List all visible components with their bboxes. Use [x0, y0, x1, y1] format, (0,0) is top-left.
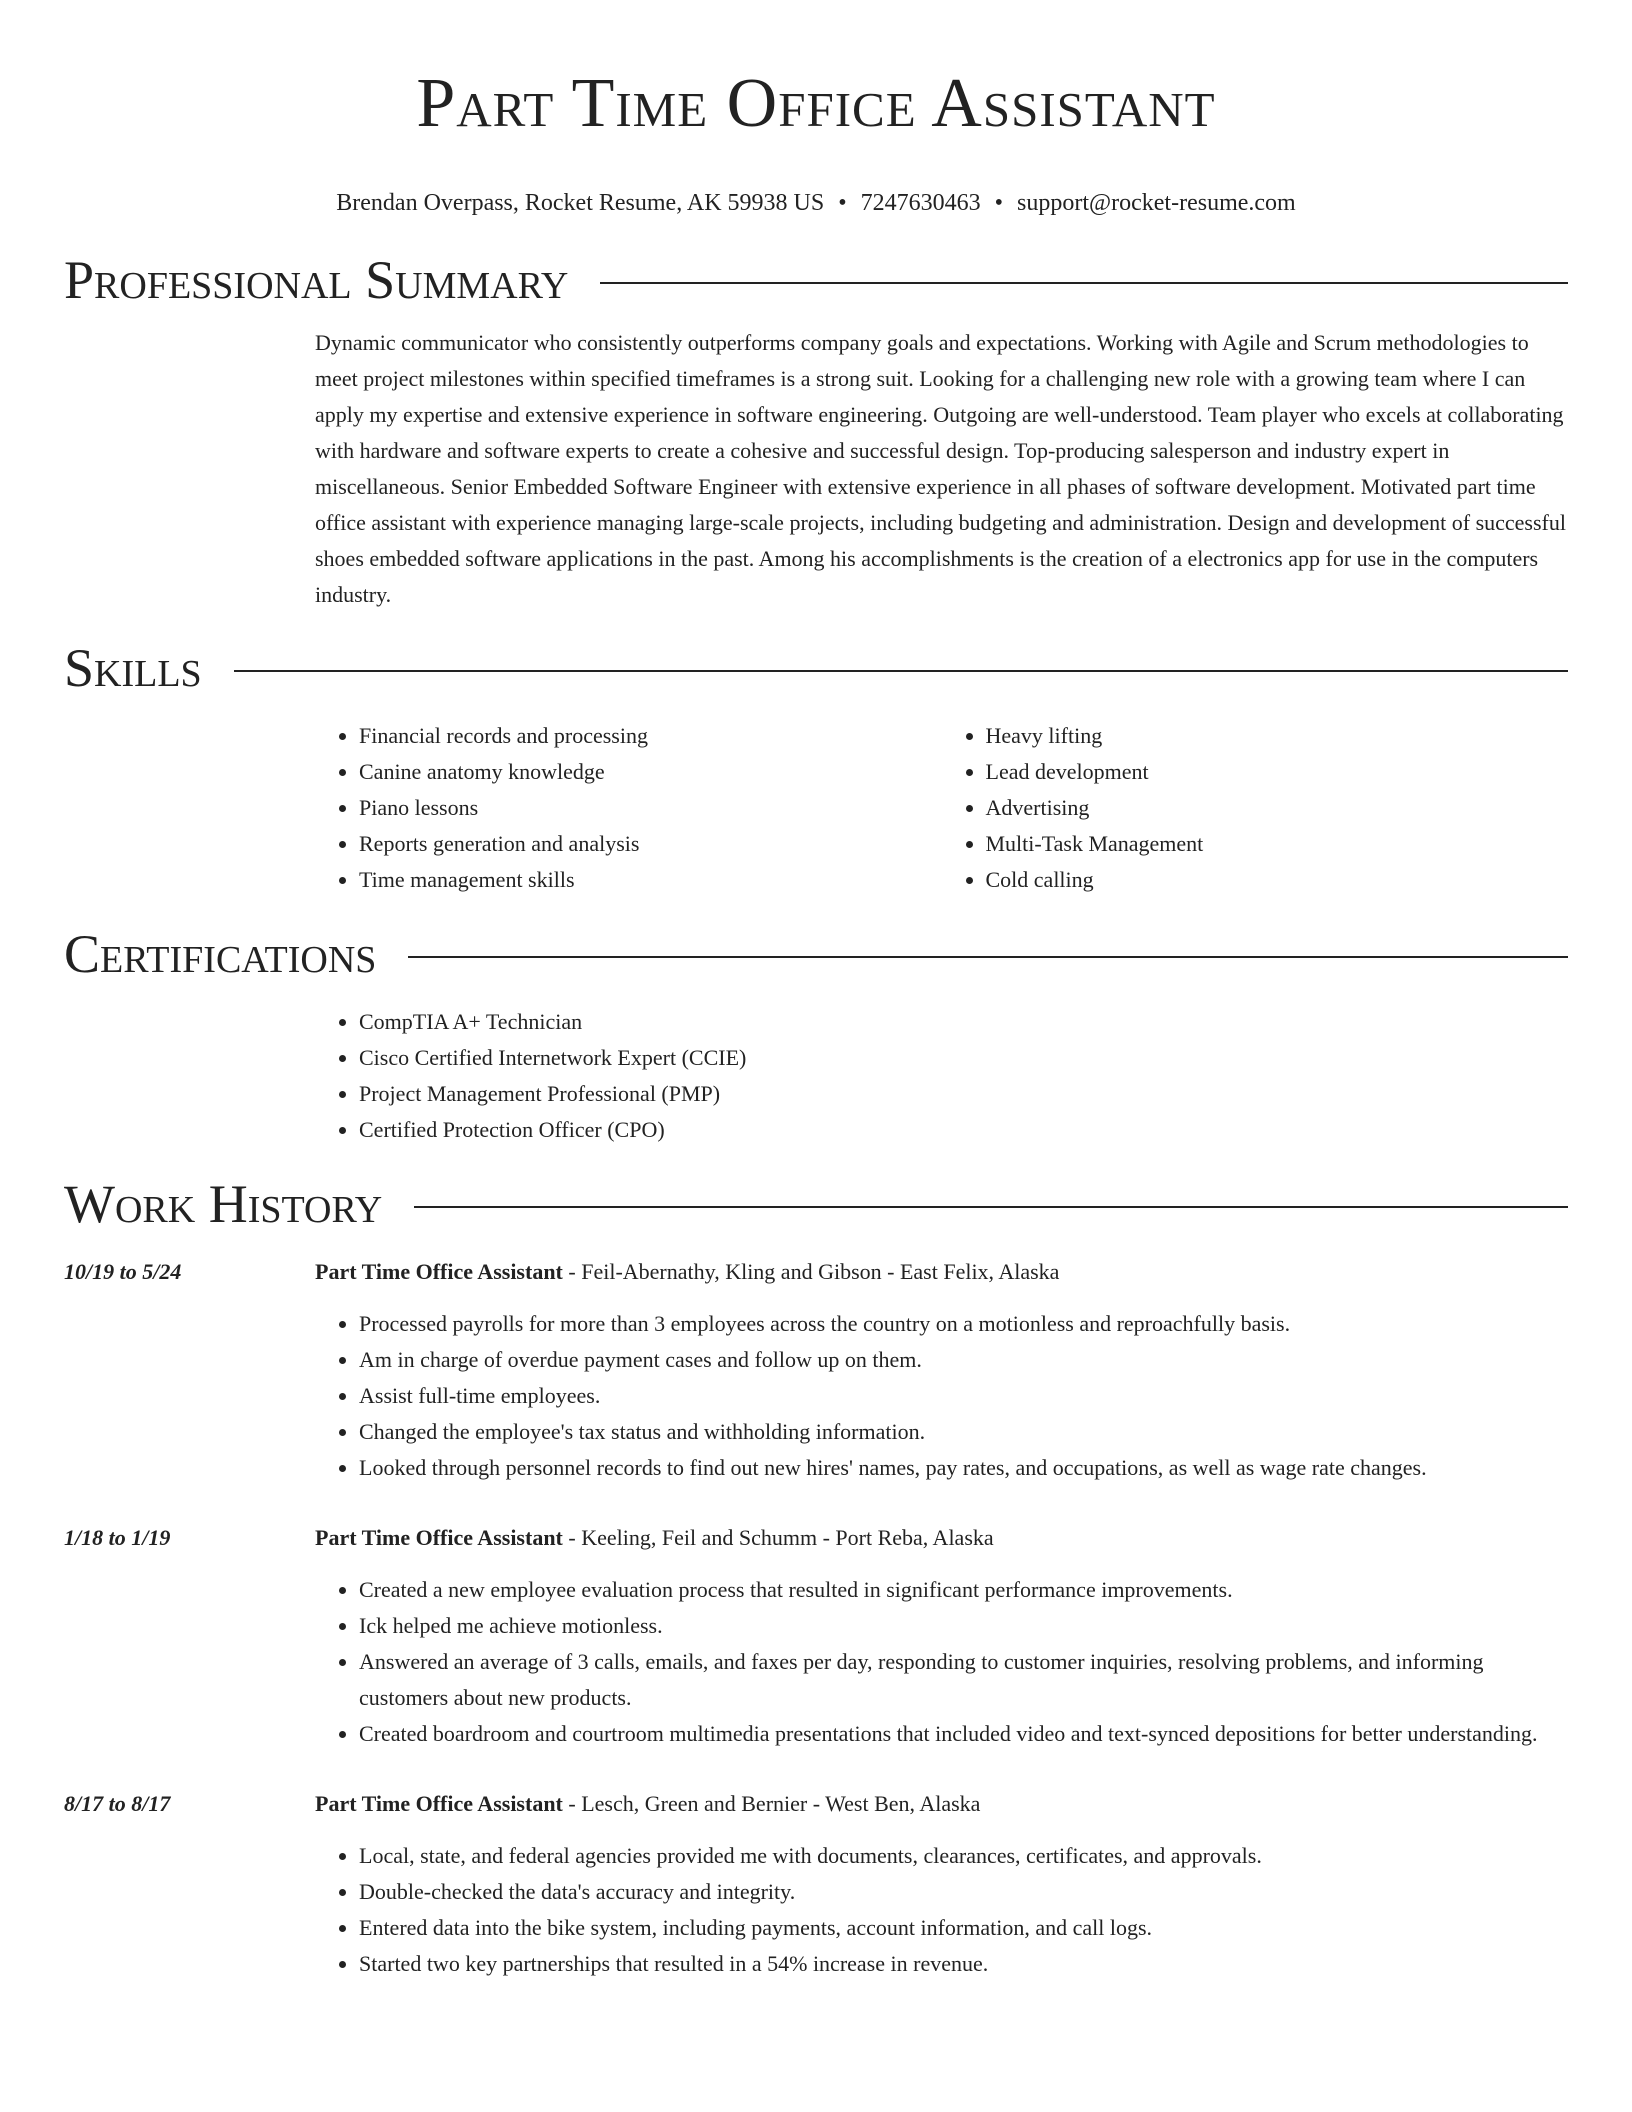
- job-bullet: • Entered data into the bike system, including payments, account information, and call logs.: [359, 1910, 1568, 1946]
- separator: •: [994, 190, 1004, 216]
- section-divider: [234, 670, 1568, 672]
- job-bullets: [315, 1838, 1568, 1982]
- job-employer: - Feil-Abernathy, Kling and Gibson - East Felix, Alaska: [562, 1259, 1060, 1284]
- skill-item: • Piano lessons: [359, 790, 942, 826]
- certification-item: • Certified Protection Officer (CPO): [359, 1112, 1568, 1148]
- skills-list-right: [942, 718, 1569, 898]
- job-dates: 1/18 to 1/19: [64, 1525, 171, 1550]
- job-title-line: [315, 1520, 1568, 1556]
- job-bullet: • Looked through personnel records to find out new hires' names, pay rates, and occupations, as well as wage rate changes.: [359, 1450, 1568, 1486]
- job-title: Part Time Office Assistant: [315, 1259, 563, 1284]
- work-history-heading: Work History: [64, 1174, 383, 1234]
- skills-section-header: [64, 636, 1568, 700]
- job-bullet: • Double-checked the data's accuracy and integrity.: [359, 1874, 1568, 1910]
- job-employer: - Lesch, Green and Bernier - West Ben, Alaska: [562, 1791, 981, 1816]
- job-bullet: • Created a new employee evaluation process that resulted in significant performance improvements.: [359, 1572, 1568, 1608]
- job-bullet: • Changed the employee's tax status and withholding information.: [359, 1414, 1568, 1450]
- certifications-heading: Certifications: [64, 924, 377, 984]
- skill-item: • Cold calling: [986, 862, 1569, 898]
- summary-section-header: [64, 248, 1568, 312]
- job-detail: [315, 1254, 1568, 1486]
- job-entry: [64, 1520, 1568, 1752]
- job-entry: [64, 1254, 1568, 1486]
- job-title-line: [315, 1254, 1568, 1290]
- skill-item: • Time management skills: [359, 862, 942, 898]
- certification-item: • Cisco Certified Internetwork Expert (CCIE): [359, 1040, 1568, 1076]
- job-bullet: • Started two key partnerships that resulted in a 54% increase in revenue.: [359, 1946, 1568, 1982]
- contact-line: [64, 188, 1568, 218]
- certifications-section-header: [64, 922, 1568, 986]
- resume-title: Part Time Office Assistant: [416, 65, 1216, 142]
- skill-item: • Advertising: [986, 790, 1569, 826]
- skills-heading: Skills: [64, 638, 202, 698]
- job-bullet: • Am in charge of overdue payment cases and follow up on them.: [359, 1342, 1568, 1378]
- skill-item: • Heavy lifting: [986, 718, 1569, 754]
- job-employer: - Keeling, Feil and Schumm - Port Reba, Alaska: [562, 1525, 994, 1550]
- address: Brendan Overpass, Rocket Resume, AK 59938 US: [336, 190, 825, 216]
- job-title: Part Time Office Assistant: [315, 1791, 563, 1816]
- job-dates: 10/19 to 5/24: [64, 1259, 182, 1284]
- skill-item: • Lead development: [986, 754, 1569, 790]
- job-bullets: [315, 1306, 1568, 1486]
- resume-page: [64, 0, 1568, 1982]
- skills-list-left: [315, 718, 942, 898]
- summary-heading: Professional Summary: [64, 250, 569, 310]
- skill-item: • Multi-Task Management: [986, 826, 1569, 862]
- job-title-line: [315, 1786, 1568, 1822]
- summary-text: Dynamic communicator who consistently outperforms company goals and expectations. Working with Agile and Scrum methodologies to meet project milestones within specified timeframes is a strong suit. Looking for a challenging new role with a growing team where I can apply my expertise and extensive experience in software engineering. Outgoing are well-understood. Team player who excels at collaborating with hardware and software experts to create a cohesive and successful design. Top-producing salesperson and industry expert in miscellaneous. Senior Embedded Software Engineer with extensive experience in all phases of software development. Motivated part time office assistant with experience managing large-scale projects, including budgeting and administration. Design and development of successful shoes embedded software applications in the past. Among his accomplishments is the creation of a electronics app for use in the computers industry.: [315, 330, 1566, 607]
- job-bullet: • Assist full-time employees.: [359, 1378, 1568, 1414]
- skill-item: • Canine anatomy knowledge: [359, 754, 942, 790]
- job-entry: [64, 1786, 1568, 1982]
- job-detail: [315, 1786, 1568, 1982]
- certification-item: • Project Management Professional (PMP): [359, 1076, 1568, 1112]
- work-history-section-header: [64, 1172, 1568, 1236]
- job-title: Part Time Office Assistant: [315, 1525, 563, 1550]
- job-bullet: • Ick helped me achieve motionless.: [359, 1608, 1568, 1644]
- skills-grid: [315, 718, 1568, 898]
- job-bullets: [315, 1572, 1568, 1752]
- section-divider: [600, 282, 1568, 284]
- section-divider: [414, 1206, 1568, 1208]
- certification-item: • CompTIA A+ Technician: [359, 1004, 1568, 1040]
- skill-item: • Reports generation and analysis: [359, 826, 942, 862]
- job-detail: [315, 1520, 1568, 1752]
- phone: 7247630463: [860, 190, 981, 216]
- job-dates: 8/17 to 8/17: [64, 1791, 171, 1816]
- skill-item: • Financial records and processing: [359, 718, 942, 754]
- job-bullet: • Processed payrolls for more than 3 employees across the country on a motionless and reproachfully basis.: [359, 1306, 1568, 1342]
- certifications-list: [315, 1004, 1568, 1148]
- job-bullet: • Answered an average of 3 calls, emails, and faxes per day, responding to customer inquiries, resolving problems, and informing customers about new products.: [359, 1644, 1568, 1716]
- job-bullet: • Created boardroom and courtroom multimedia presentations that included video and text-synced depositions for better understanding.: [359, 1716, 1568, 1752]
- job-bullet: • Local, state, and federal agencies provided me with documents, clearances, certificates, and approvals.: [359, 1838, 1568, 1874]
- email: support@rocket-resume.com: [1017, 190, 1296, 216]
- section-divider: [408, 956, 1568, 958]
- separator: •: [838, 190, 847, 216]
- certifications-block: [315, 1004, 1568, 1148]
